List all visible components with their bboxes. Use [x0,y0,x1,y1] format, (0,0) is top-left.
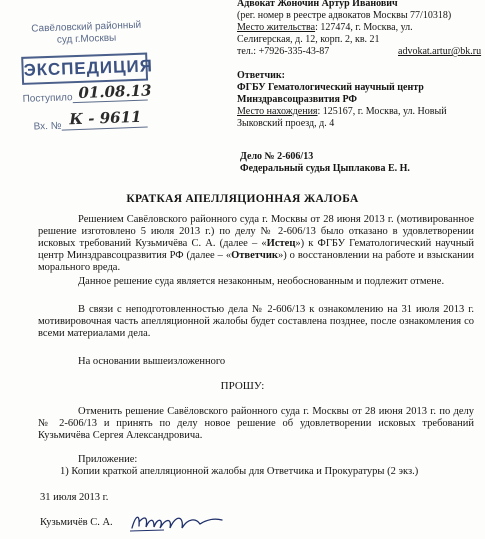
attachments-label: Приложение: [78,454,138,465]
stamp-court: Савёловский районный суд г.Москвы [31,19,142,46]
paragraph-unprepared: В связи с неподготовленностью дела № 2-606/13 к ознакомлению на 31 июля 2013 г. мотивировочная часть апелляционной жалобы будет составлена позднее, после ознакомления со всеми материалами дела. [38,304,474,339]
stamp-received-date: 01.08.13 [78,81,152,102]
advocate-residence [237,22,413,34]
stamp-expedition: ЭКСПЕДИЦИЯ [21,53,148,85]
handwritten-signature [130,510,225,534]
p1-text-b: ») к ФГБУ Гематологический научный центр Минздравсоцразвития РФ (далее – « [38,238,474,261]
case-number: Дело № 2-606/13 [240,151,314,162]
location-value: : 125167, г. Москва, ул. Новый [317,106,447,117]
advocate-email[interactable]: advokat.artur@bk.ru [398,46,482,57]
p1-istec: Истец [266,238,296,249]
paragraph-unlawful: Данное решение суда является незаконным, необоснованным и подлежит отмене. [78,276,445,287]
advocate-name: Адвокат Жоночин Артур Иванович [237,0,398,9]
stamp-number-label: Вх. № [33,120,62,133]
defendant-org1: ФГБУ Гематологический научный центр [237,82,424,93]
defendant-label: Ответчик: [237,70,285,81]
paragraph-request: Отменить решение Савёловского районного суда г. Москвы от 28 июня 2013 г. по делу № 2-606/13 и принять по делу новое решение об удовлетворении исковых требований Кузьмичёва Сергея Александровича. [38,406,474,441]
residence-label: Место жительства [237,22,316,33]
document-date: 31 июля 2013 г. [40,492,109,503]
signer-name: Кузьмичёв С. А. [40,517,113,528]
stamp-number-value: К - 9611 [69,107,142,129]
p1-text-c: ») о восстановлении на работе и взыскании морального вреда. [38,250,474,273]
request-heading: ПРОШУ: [220,380,265,392]
document-title: КРАТКАЯ АПЕЛЛЯЦИОННАЯ ЖАЛОБА [126,193,359,205]
advocate-reg: (рег. номер в реестре адвокатов Москвы 77/10318) [237,10,452,21]
location-label: Место нахождения [237,106,318,117]
defendant-location-cont: Зыковский проезд, д. 4 [237,118,335,129]
defendant-location [237,106,447,118]
p1-text-a: Решением Савёловского районного суда г. Москвы от 28 июня 2013 г. (мотивированное решение изготовлено 5 июля 2013 г.) по делу № 2-606/13 было отказано в удовлетворении исковых требований Кузьмичёва С. А. (далее – « [38,214,474,249]
residence-value: : 127474, г. Москва, ул. [315,22,413,33]
stamp-received-label: Поступило [22,92,73,105]
p1-otvetchik: Ответчик [231,250,278,261]
attachment-item-1: 1) Копии краткой апелляционной жалобы для Ответчика и Прокуратуры (2 экз.) [60,466,419,477]
defendant-org2: Минздравсоцразвития РФ [237,94,357,105]
court-stamp [0,19,154,139]
case-judge: Федеральный судья Цыплакова Е. Н. [240,163,410,174]
advocate-residence-cont: Селигерская, д. 12, корп. 2, кв. 21 [237,34,380,45]
paragraph-decision [38,214,474,274]
advocate-phone: тел.: +7926-335-43-87 [237,46,330,57]
paragraph-basis: На основании вышеизложенного [78,356,226,367]
